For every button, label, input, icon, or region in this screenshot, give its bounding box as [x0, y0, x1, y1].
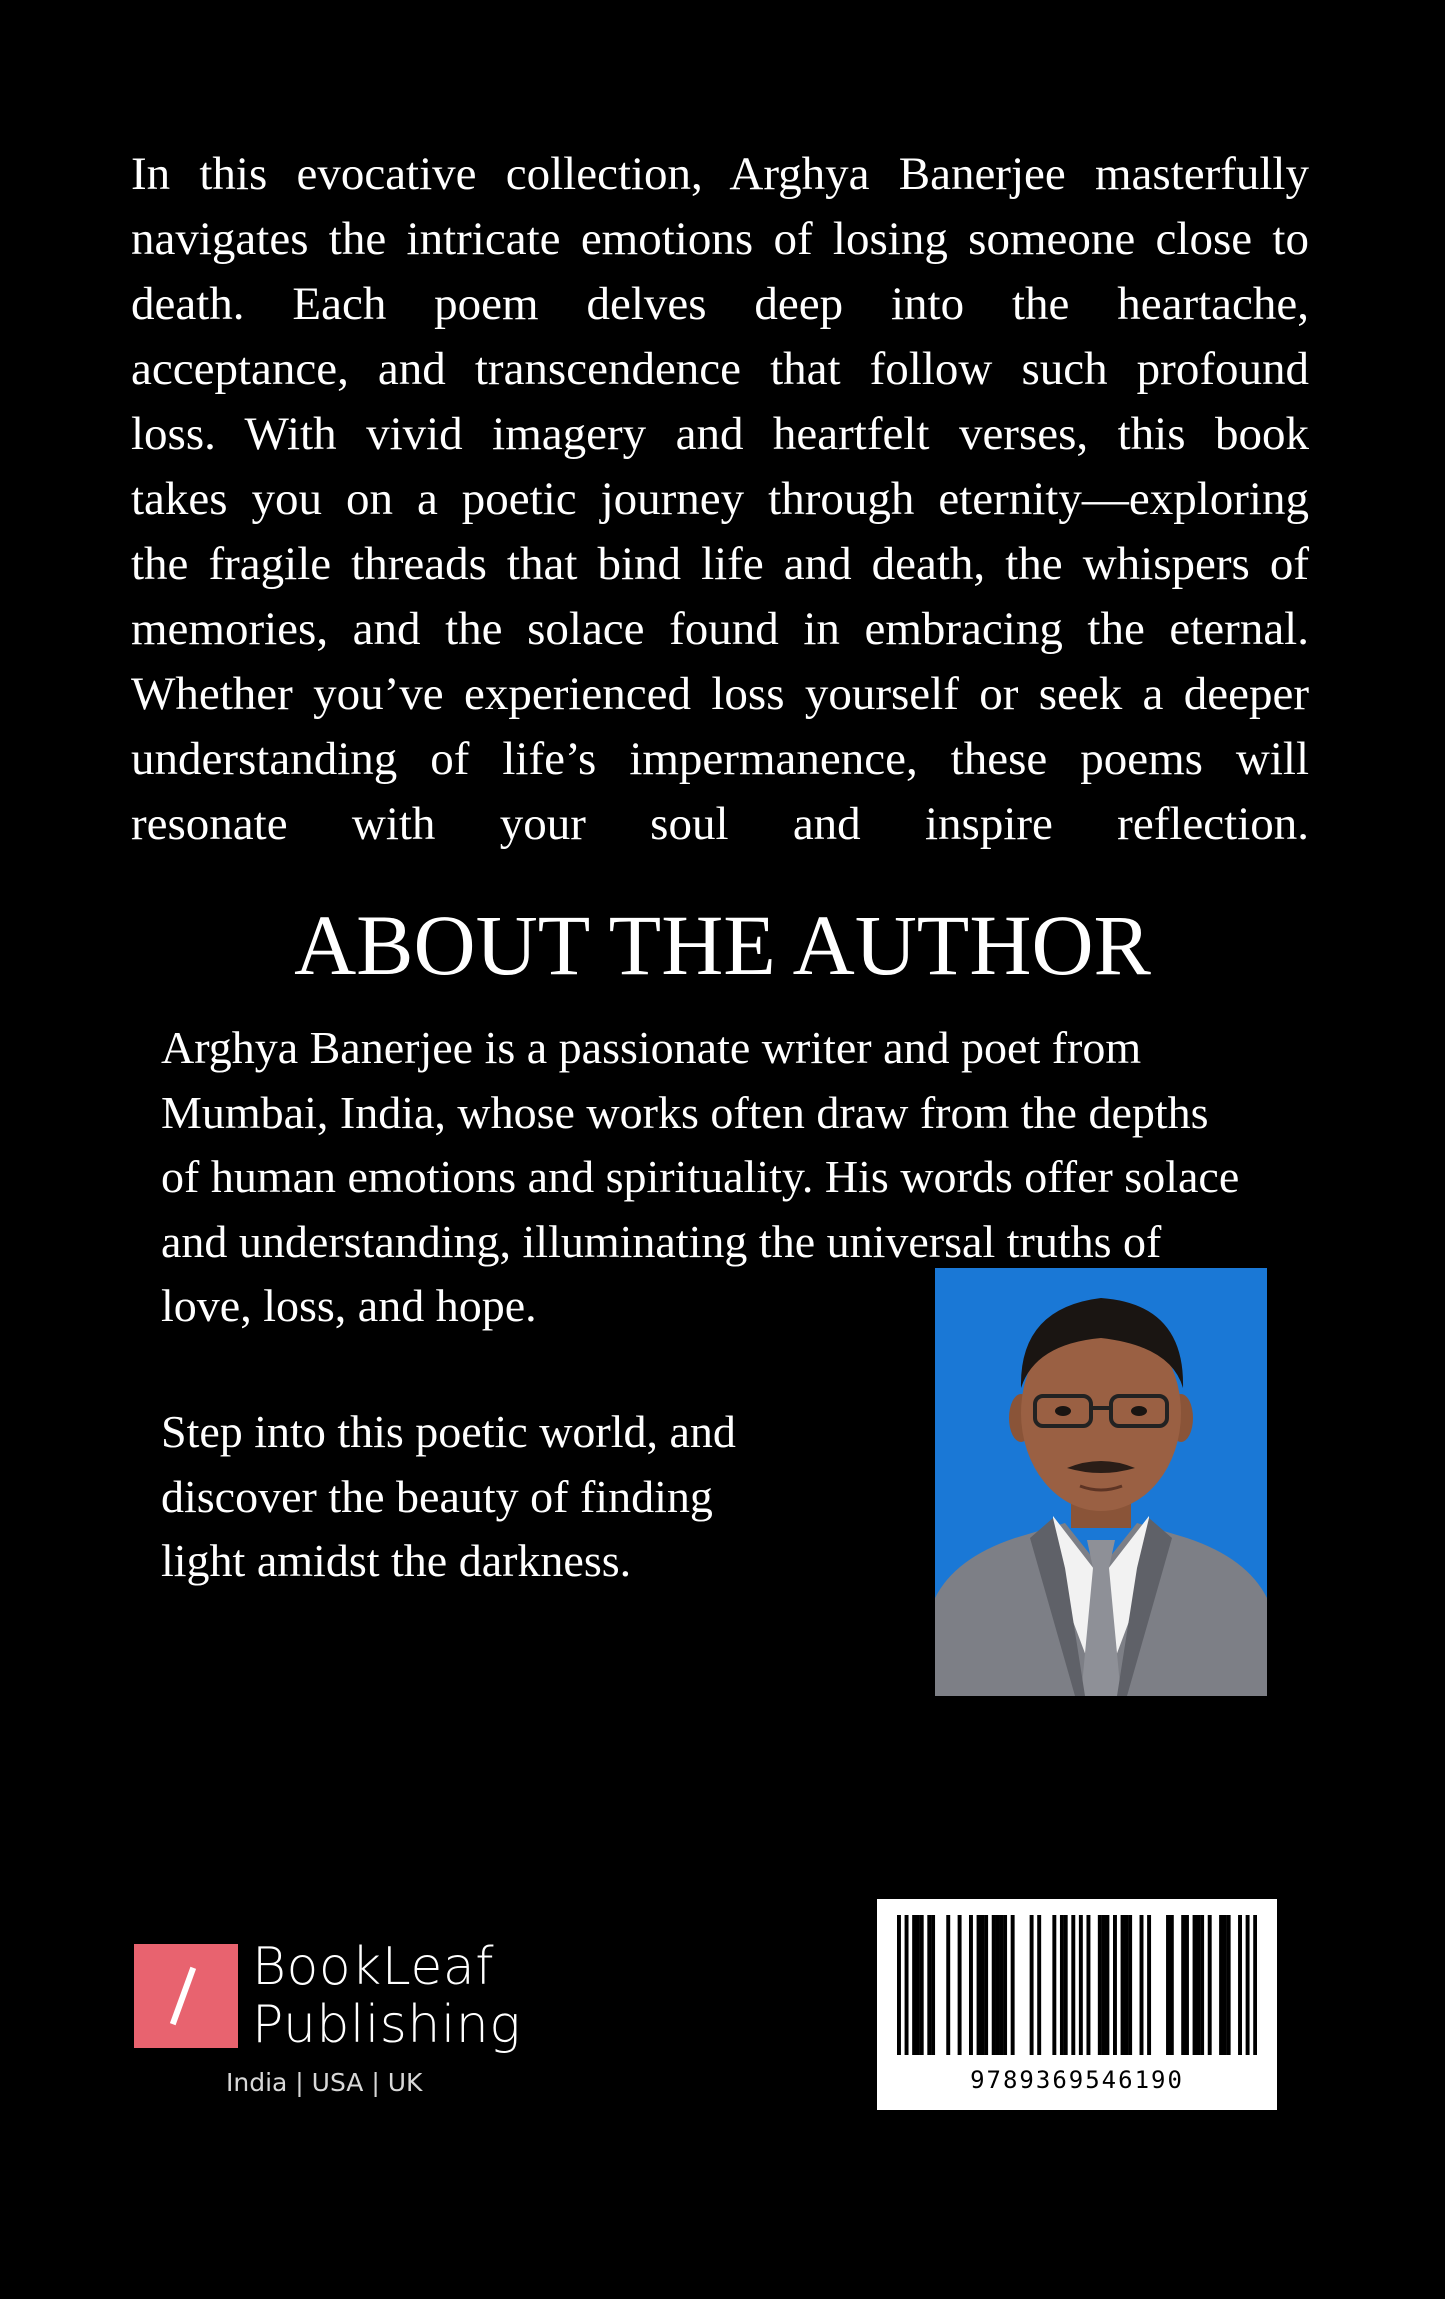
barcode-bar [1105, 1915, 1109, 2055]
barcode-bar [1086, 1915, 1090, 2055]
blurb-line: acceptance, and transcendence that follow such profound [131, 343, 1309, 395]
barcode-bar [1071, 1915, 1075, 2055]
barcode-bar [1079, 1915, 1083, 2055]
barcode-bar [1102, 1915, 1106, 2055]
barcode-bar [980, 1915, 984, 2055]
barcode-bar [1246, 1915, 1250, 2055]
barcode-bar [1166, 1915, 1170, 2055]
author-photo [935, 1268, 1267, 1696]
barcode-bar [931, 1915, 935, 2055]
barcode-bar [905, 1915, 909, 2055]
barcode-bar [946, 1915, 950, 2055]
bio-line: Arghya Banerjee is a passionate writer and poet from [161, 1022, 1142, 1073]
bio-line: and understanding, illuminating the universal truths of [161, 1215, 1162, 1267]
barcode-bar [920, 1915, 924, 2055]
barcode-bar [1227, 1915, 1231, 2055]
closing-line: light amidst the darkness. [161, 1535, 632, 1586]
barcode-bar [1200, 1915, 1204, 2055]
about-the-author-heading: ABOUT THE AUTHOR [294, 897, 1151, 993]
blurb-line: takes you on a poetic journey through eternity—exploring [131, 473, 1309, 525]
barcode-bar [1193, 1915, 1197, 2055]
barcode-bar [1128, 1915, 1132, 2055]
barcode-bar [1147, 1915, 1151, 2055]
blurb-line: In this evocative collection, Arghya Banerjee masterfully [131, 148, 1309, 200]
barcode-bar [1098, 1915, 1102, 2055]
bio-line: of human emotions and spirituality. His words offer solace [161, 1151, 1240, 1202]
barcode-bar [1124, 1915, 1128, 2055]
back-cover-blurb [131, 142, 1309, 857]
barcode-bar [1003, 1915, 1007, 2055]
blurb-line: the fragile threads that bind life and death, the whispers of [131, 538, 1309, 590]
barcode-bar [984, 1915, 988, 2055]
closing-line: Step into this poetic world, and [161, 1406, 736, 1457]
barcode-bar [1037, 1915, 1041, 2055]
isbn-barcode [877, 1899, 1277, 2110]
barcode-bar [999, 1915, 1003, 2055]
isbn-number: 9789369546190 [970, 2066, 1184, 2094]
barcode-bar [912, 1915, 916, 2055]
blurb-line: Whether you’ve experienced loss yourself or seek a deeper [131, 668, 1309, 720]
barcode-bar [1121, 1915, 1125, 2055]
barcode-bar [1238, 1915, 1242, 2055]
barcode-bar [958, 1915, 962, 2055]
barcode-bars [897, 1915, 1257, 2055]
publisher-name-line1: BookLeaf [252, 1937, 495, 1997]
barcode-bar [1185, 1915, 1189, 2055]
barcode-bar [1113, 1915, 1117, 2055]
publisher-name-line2: Publishing [252, 1995, 521, 2055]
barcode-bar [1030, 1915, 1034, 2055]
barcode-bar [977, 1915, 981, 2055]
bio-line: love, loss, and hope. [161, 1280, 537, 1331]
publisher-logo [134, 1938, 554, 2118]
barcode-bar [1064, 1915, 1068, 2055]
blurb-line: understanding of life’s impermanence, these poems will [131, 733, 1309, 785]
barcode-bar [1170, 1915, 1174, 2055]
publisher-regions: India | USA | UK [226, 2068, 423, 2097]
blurb-line: memories, and the solace found in embracing the eternal. [131, 603, 1309, 655]
barcode-bar [1052, 1915, 1056, 2055]
closing-invitation [161, 1400, 801, 1594]
barcode-bar [1011, 1915, 1015, 2055]
barcode-bar [916, 1915, 920, 2055]
blurb-line: navigates the intricate emotions of losing someone close to [131, 213, 1309, 265]
bio-line: Mumbai, India, whose works often draw from the depths [161, 1086, 1209, 1138]
closing-line: discover the beauty of finding [161, 1470, 713, 1522]
barcode-bar [992, 1915, 996, 2055]
blurb-line: death. Each poem delves deep into the heartache, [131, 278, 1309, 330]
barcode-bar [969, 1915, 973, 2055]
barcode-bar [1181, 1915, 1185, 2055]
barcode-bar [1219, 1915, 1223, 2055]
barcode-bar [1060, 1915, 1064, 2055]
blurb-line: loss. With vivid imagery and heartfelt verses, this book [131, 408, 1309, 460]
barcode-bar [1196, 1915, 1200, 2055]
publisher-mark-icon [134, 1944, 238, 2048]
barcode-bar [1140, 1915, 1144, 2055]
barcode-bar [1223, 1915, 1227, 2055]
publisher-name [252, 1938, 521, 2054]
blurb-line: resonate with your soul and inspire reflection. [131, 798, 1309, 850]
barcode-bar [1208, 1915, 1212, 2055]
barcode-bar [1253, 1915, 1257, 2055]
barcode-bar [996, 1915, 1000, 2055]
barcode-bar [897, 1915, 901, 2055]
barcode-bar [927, 1915, 931, 2055]
